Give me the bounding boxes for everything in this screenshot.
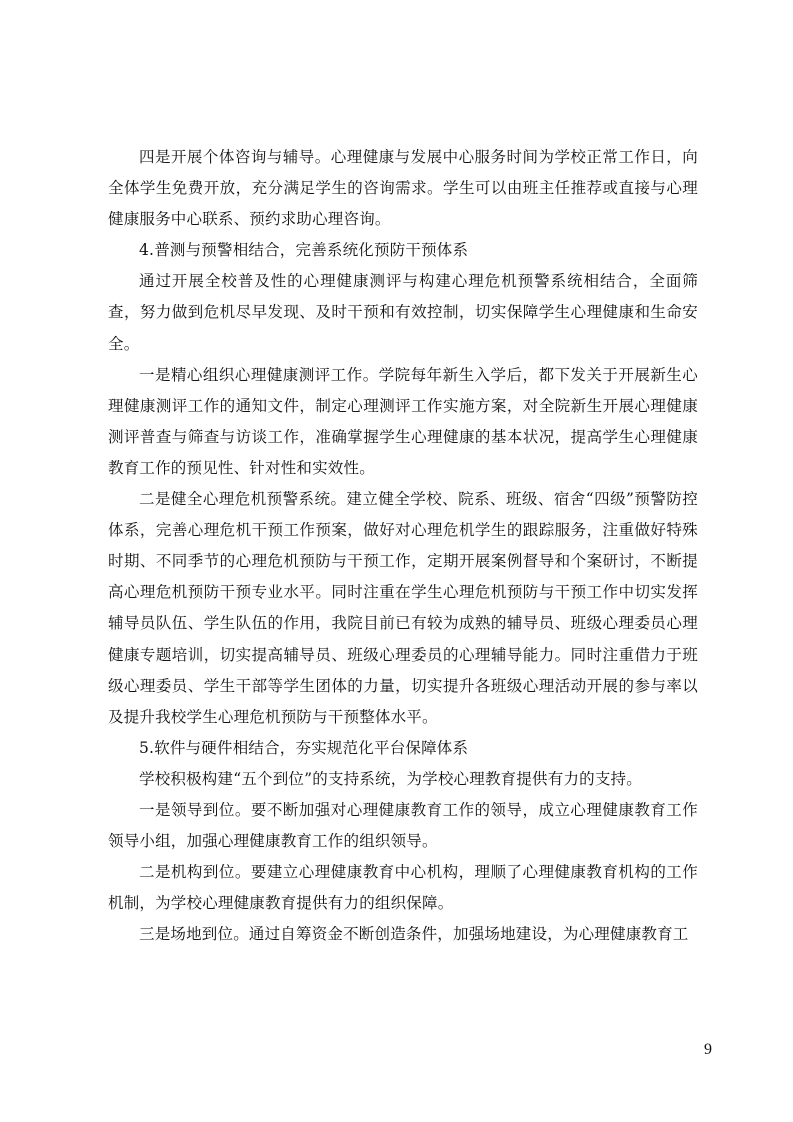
body-text: [108, 142, 698, 950]
section-heading-5: 5.软件与硬件相结合，夯实规范化平台保障体系: [139, 738, 469, 757]
paragraph-institution: 二是机构到位。要建立心理健康教育中心机构，理顺了心理健康教育机构的工作机制，为学校心理健康教育提供有力的组织保障。: [108, 863, 698, 913]
page-number: 9: [704, 1041, 712, 1058]
section-heading-4: 4.普测与预警相结合，完善系统化预防干预体系: [139, 241, 469, 260]
paragraph-assessment-work: 一是精心组织心理健康测评工作。学院每年新生入学后，都下发关于开展新生心理健康测评工作的通知文件，制定心理测评工作实施方案，对全院新生开展心理健康测评普查与筛查与访谈工作，准确掌握学生心理健康的基本状况，提高学生心理健康教育工作的预见性、针对性和实效性。: [108, 365, 698, 477]
paragraph-five-in-place: 学校积极构建“五个到位”的支持系统，为学校心理教育提供有力的支持。: [139, 769, 642, 788]
paragraph-crisis-warning: 二是健全心理危机预警系统。建立健全学校、院系、班级、宿舍“四级”预警防控体系，完善心理危机干预工作预案，做好对心理危机学生的跟踪服务，注重做好特殊时期、不同季节的心理危机预防与干预工作，定期开展案例督导和个案研讨，不断提高心理危机预防干预专业水平。同时注重在学生心理危机预防与干预工作中切实发挥辅导员队伍、学生队伍的作用，我院目前已有较为成熟的辅导员、班级心理委员心理健康专题培训，切实提高辅导员、班级心理委员的心理辅导能力。同时注重借力于班级心理委员、学生干部等学生团体的力量，切实提升各班级心理活动开展的参与率以及提升我校学生心理危机预防与干预整体水平。: [108, 490, 698, 726]
paragraph-screening-intro: 通过开展全校普及性的心理健康测评与构建心理危机预警系统相结合，全面筛查，努力做到危机尽早发现、及时干预和有效控制，切实保障学生心理健康和生命安全。: [108, 272, 698, 353]
paragraph-individual-counseling: 四是开展个体咨询与辅导。心理健康与发展中心服务时间为学校正常工作日，向全体学生免费开放，充分满足学生的咨询需求。学生可以由班主任推荐或直接与心理健康服务中心联系、预约求助心理咨询。: [108, 148, 698, 229]
paragraph-venue: 三是场地到位。通过自筹资金不断创造条件，加强场地建设，为心理健康教育工: [139, 925, 689, 944]
paragraph-leadership: 一是领导到位。要不断加强对心理健康教育工作的领导，成立心理健康教育工作领导小组，加强心理健康教育工作的组织领导。: [108, 800, 698, 851]
